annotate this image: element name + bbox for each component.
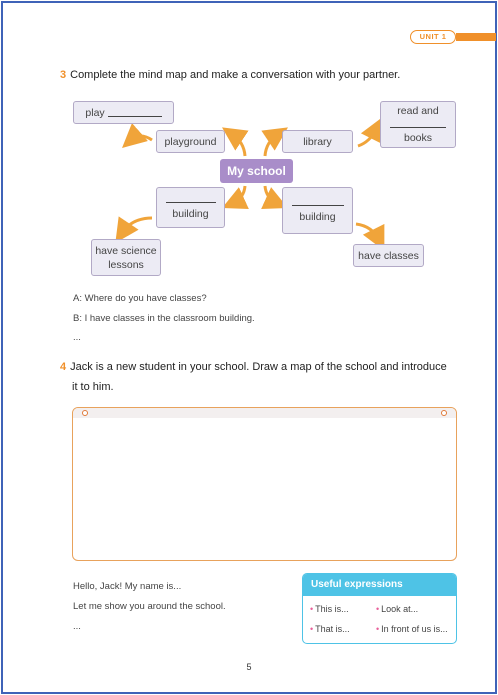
task3-number: 3	[60, 69, 67, 81]
task4-instruction-line2: it to him.	[72, 381, 114, 393]
drawing-area[interactable]	[72, 407, 457, 561]
unit-label: UNIT 1	[410, 30, 456, 44]
arrow-to-have-classes	[356, 224, 379, 240]
pin-left-icon	[82, 410, 88, 416]
arrow-to-science	[122, 218, 152, 233]
node-play	[73, 101, 174, 124]
useful-expressions-title: Useful expressions	[303, 574, 456, 596]
task4-instruction-line1: Jack is a new student in your school. Draw a map of the school and introduce	[70, 361, 447, 373]
blank-play[interactable]	[108, 108, 162, 117]
blank-building-right[interactable]	[292, 197, 344, 206]
center-node: My school	[220, 159, 293, 183]
node-read-bottom: books	[403, 132, 433, 144]
intro-line-3: ...	[73, 621, 81, 632]
node-playground	[156, 130, 225, 153]
bullet-icon: •	[376, 604, 380, 614]
bullet-icon: •	[310, 624, 314, 634]
blank-read[interactable]	[390, 119, 446, 128]
node-building-left-label: building	[172, 208, 209, 220]
useful-item	[376, 604, 418, 614]
arrow-to-playground	[232, 134, 245, 156]
node-playground-label: playground	[164, 135, 217, 148]
useful-expressions-box	[302, 573, 457, 644]
node-building-right-label: building	[299, 211, 336, 223]
node-building-right	[282, 187, 353, 234]
node-have-classes-label: have classes	[358, 249, 419, 262]
arrow-to-play	[131, 136, 152, 140]
task4-number: 4	[60, 361, 67, 373]
node-library-label: library	[303, 135, 332, 148]
bullet-icon: •	[310, 604, 314, 614]
bullet-icon: •	[376, 624, 380, 634]
useful-item-text: Look at...	[381, 604, 419, 614]
conversation-line-1: A: Where do you have classes?	[73, 293, 207, 304]
node-have-classes	[353, 244, 424, 267]
node-read	[380, 101, 456, 148]
pin-right-icon	[441, 410, 447, 416]
intro-line-2: Let me show you around the school.	[73, 601, 226, 612]
useful-item-text: In front of us is...	[381, 624, 448, 634]
node-science-top: have science	[95, 244, 157, 257]
arrow-to-building-right	[265, 186, 277, 203]
node-building-left	[156, 187, 225, 228]
drawing-area-header	[73, 408, 456, 418]
arrow-to-building-left	[233, 186, 245, 203]
useful-item-text: That is...	[315, 624, 350, 634]
useful-item	[376, 624, 448, 634]
task4-instruction	[60, 359, 447, 376]
useful-item	[310, 604, 349, 614]
node-science	[91, 239, 161, 276]
node-read-top: read and	[397, 105, 439, 117]
arrow-to-read	[358, 128, 377, 146]
node-science-bottom: lessons	[108, 258, 144, 271]
node-library	[282, 130, 353, 153]
blank-building-left[interactable]	[166, 194, 216, 203]
task3-instruction-text: Complete the mind map and make a conversation with your partner.	[70, 69, 401, 81]
node-play-label: play	[85, 106, 105, 119]
page-number: 5	[246, 662, 252, 672]
conversation-line-2: B: I have classes in the classroom building.	[73, 313, 255, 324]
intro-line-1: Hello, Jack! My name is...	[73, 581, 182, 592]
conversation-line-3: ...	[73, 332, 81, 343]
arrow-to-library	[265, 134, 278, 156]
useful-item-text: This is...	[315, 604, 349, 614]
useful-item	[310, 624, 350, 634]
